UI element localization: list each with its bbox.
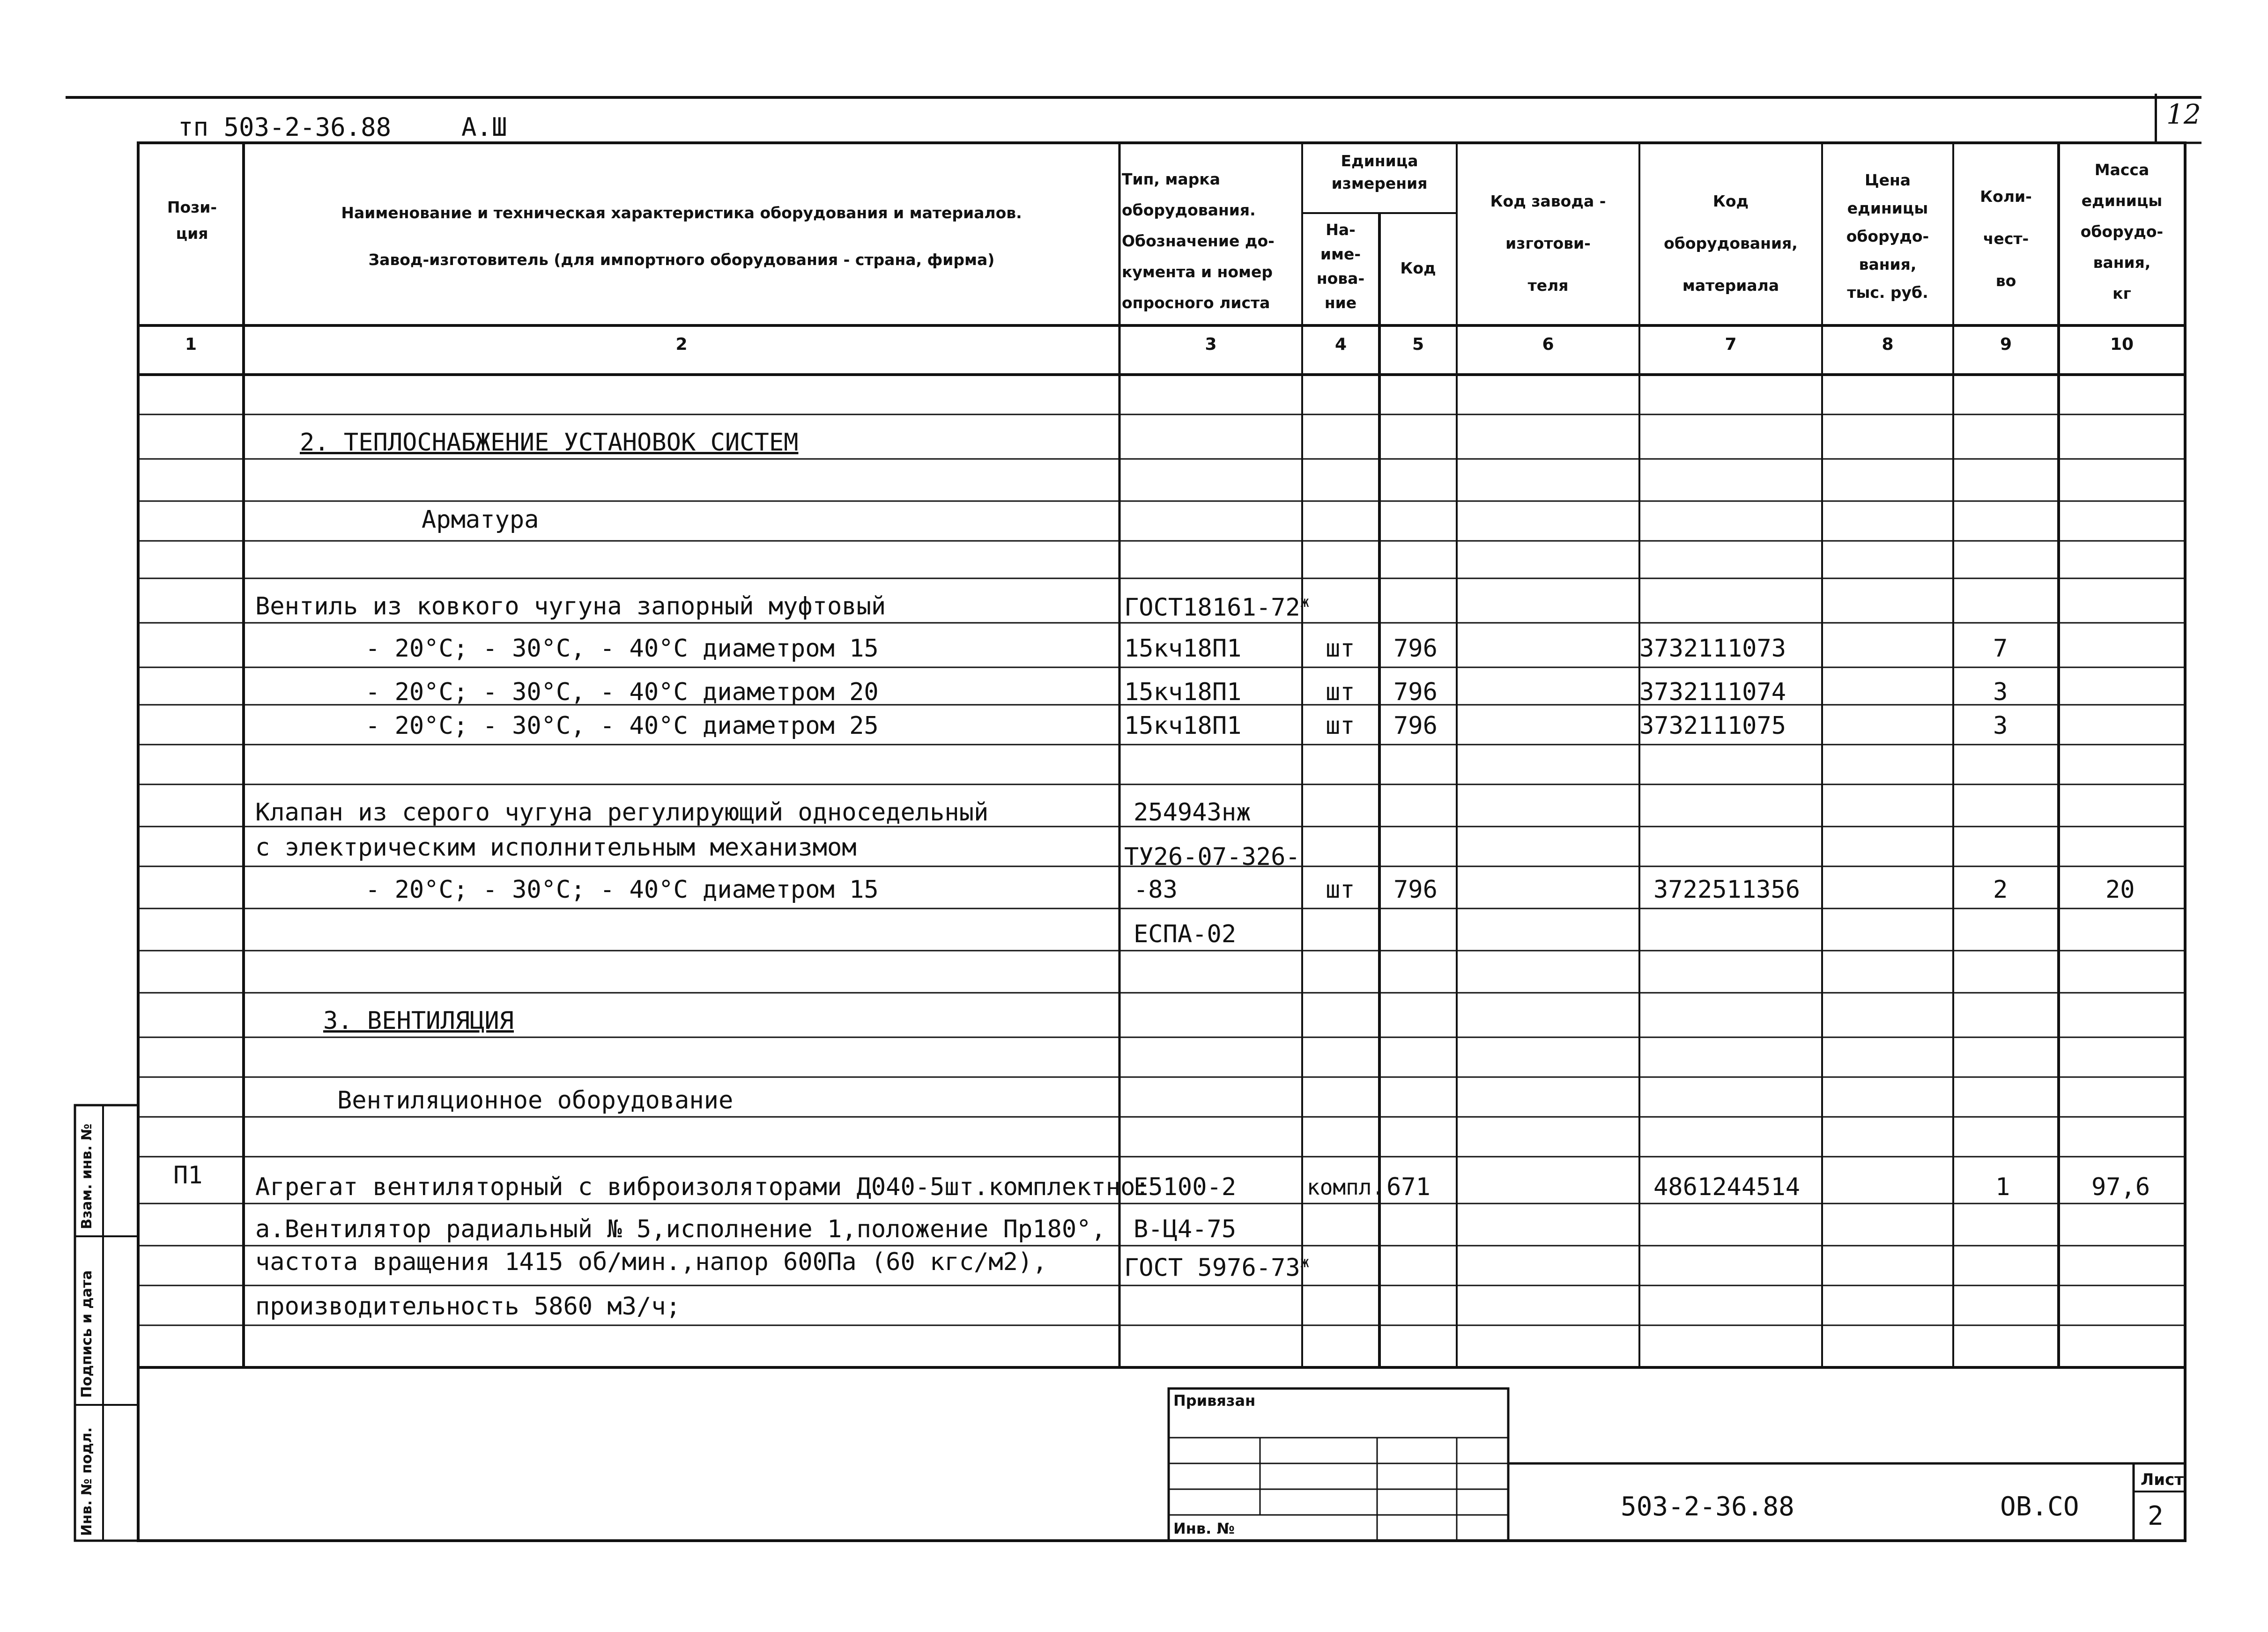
item-control-valve-actuator: ЕСПА-02 bbox=[1134, 920, 1237, 948]
row-valve-15-unit-code: 796 bbox=[1393, 635, 1438, 663]
col-header-mass: Масса единицы оборудо- вания, кг bbox=[2080, 161, 2164, 303]
subheading-fittings: Арматура bbox=[422, 506, 539, 534]
item-valve-title: Вентиль из ковкого чугуна запорный муфтовый bbox=[255, 592, 886, 620]
row-valve-20-equipment-code: 3732111074 bbox=[1639, 678, 1786, 706]
row-valve-25-unit: шт bbox=[1326, 712, 1355, 740]
row-control-valve-15-name: - 20°С; - 30°С; - 40°С диаметром 15 bbox=[365, 876, 879, 904]
side-label-original-inventory: Инв. № подл. bbox=[79, 1427, 95, 1536]
row-fan-unit-unit: компл. bbox=[1307, 1174, 1385, 1200]
col-number: 8 bbox=[1882, 335, 1894, 354]
row-fan-unit-unit-code: 671 bbox=[1386, 1173, 1430, 1201]
side-label-signature-date: Подпись и дата bbox=[79, 1270, 95, 1398]
sheet-label: Лист bbox=[2141, 1470, 2184, 1489]
document-code: 503-2-36.88 bbox=[1621, 1492, 1794, 1522]
project-code: тп 503-2-36.88 bbox=[178, 112, 392, 142]
row-fan-spec-c: производительность 5860 м3/ч; bbox=[255, 1292, 681, 1321]
row-fan-unit-type: Е5100-2 bbox=[1134, 1173, 1237, 1201]
row-fan-spec-a-type: В-Ц4-75 bbox=[1134, 1215, 1237, 1243]
row-control-valve-15-mass: 20 bbox=[2105, 876, 2135, 904]
row-fan-spec-b: частота вращения 1415 об/мин.,напор 600Па (60 кгс/м2), bbox=[255, 1248, 1047, 1276]
row-control-valve-15-qty: 2 bbox=[1993, 876, 2008, 904]
item-control-valve-type: 254943нж bbox=[1134, 798, 1251, 827]
row-control-valve-15-type: -83 bbox=[1134, 876, 1178, 904]
row-control-valve-15-equipment-code: 3722511356 bbox=[1653, 876, 1801, 904]
row-valve-15-unit: шт bbox=[1326, 635, 1355, 663]
document-suffix: ОВ.СО bbox=[2000, 1492, 2079, 1522]
section-heading-ventilation: 3. ВЕНТИЛЯЦИЯ bbox=[323, 1007, 514, 1035]
col-number: 5 bbox=[1412, 335, 1424, 354]
col-header-factory-code: Код завода - изготови- теля bbox=[1490, 192, 1606, 295]
section-heading-heat-supply: 2. ТЕПЛОСНАБЖЕНИЕ УСТАНОВОК СИСТЕМ bbox=[300, 428, 799, 457]
sheet-mark: А.Ш bbox=[461, 112, 507, 142]
col-header-equipment-code: Код оборудования, материала bbox=[1664, 192, 1798, 295]
row-control-valve-15-unit: шт bbox=[1326, 876, 1355, 904]
col-number: 10 bbox=[2110, 335, 2134, 354]
stamp-inventory-label: Инв. № bbox=[1173, 1520, 1235, 1537]
row-valve-15-equipment-code: 3732111073 bbox=[1639, 635, 1786, 663]
row-valve-20-unit: шт bbox=[1326, 678, 1355, 706]
col-number: 3 bbox=[1205, 335, 1217, 354]
row-control-valve-15-unit-code: 796 bbox=[1393, 876, 1438, 904]
row-fan-unit-equipment-code: 4861244514 bbox=[1653, 1173, 1801, 1201]
row-valve-25-equipment-code: 3732111075 bbox=[1639, 712, 1786, 740]
row-fan-unit-position: П1 bbox=[173, 1161, 203, 1189]
col-number: 7 bbox=[1725, 335, 1737, 354]
col-header-position: Пози- ция bbox=[167, 198, 217, 243]
row-fan-spec-b-standard: ГОСТ $5976-73^ж$ bbox=[1124, 1253, 1309, 1282]
item-control-valve-title: Клапан из серого чугуна регулирующий односедельный bbox=[255, 798, 989, 827]
item-control-valve-spec: ТУ26-07-326- bbox=[1124, 843, 1300, 871]
col-number: 9 bbox=[2000, 335, 2012, 354]
stamp-bound-label: Привязан bbox=[1173, 1392, 1256, 1410]
item-valve-standard: $ГОСТ18161-72^ж$ bbox=[1124, 593, 1309, 622]
row-valve-25-name: - 20°С; - 30°С, - 40°С диаметром 25 bbox=[365, 712, 879, 740]
item-control-valve-subtitle: с электрическим исполнительным механизмом bbox=[255, 834, 857, 862]
side-label-replacement: Взам. инв. № bbox=[79, 1123, 95, 1229]
row-fan-spec-a: а.Вентилятор радиальный № 5,исполнение 1,положение Пр180°, bbox=[255, 1215, 1106, 1243]
row-fan-unit-name: Агрегат вентиляторный с виброизоляторами Д040-5шт.комплектно: bbox=[255, 1173, 1150, 1201]
row-valve-15-type: 15кч18П1 bbox=[1124, 635, 1242, 663]
page-number: 12 bbox=[2166, 98, 2201, 130]
col-number: 6 bbox=[1542, 335, 1554, 354]
row-valve-20-type: 15кч18П1 bbox=[1124, 678, 1242, 706]
row-valve-25-type: 15кч18П1 bbox=[1124, 712, 1242, 740]
col-header-name: Наименование и техническая характеристика оборудования и материалов. Завод-изготовитель (для импортного оборудования - страна, фирма) bbox=[341, 204, 1022, 269]
row-valve-25-qty: 3 bbox=[1993, 712, 2008, 740]
col-header-type: Тип, марка оборудования. Обозначение до- кумента и номер опросного листа bbox=[1122, 170, 1275, 312]
col-header-unit-code: Код bbox=[1400, 259, 1436, 277]
col-header-price: Цена единицы оборудо- вания, тыс. руб. bbox=[1846, 171, 1929, 302]
row-fan-unit-mass: 97,6 bbox=[2091, 1173, 2150, 1201]
row-valve-20-unit-code: 796 bbox=[1393, 678, 1438, 706]
col-header-unit-name: На- име- нова- ние bbox=[1316, 221, 1365, 312]
col-number: 4 bbox=[1334, 335, 1347, 354]
row-valve-20-qty: 3 bbox=[1993, 678, 2008, 706]
row-valve-15-qty: 7 bbox=[1993, 635, 2008, 663]
col-header-quantity: Коли- чест- во bbox=[1980, 187, 2032, 290]
sheet-number: 2 bbox=[2148, 1501, 2164, 1531]
row-fan-unit-qty: 1 bbox=[1995, 1173, 2010, 1201]
row-valve-25-unit-code: 796 bbox=[1393, 712, 1438, 740]
col-number: 1 bbox=[185, 335, 197, 354]
col-number: 2 bbox=[675, 335, 688, 354]
col-header-unit-group: Единица измерения bbox=[1331, 152, 1428, 192]
subheading-ventilation-equipment: Вентиляционное оборудование bbox=[337, 1086, 734, 1115]
row-valve-15-name: - 20°С; - 30°С, - 40°С диаметром 15 bbox=[365, 635, 879, 663]
row-valve-20-name: - 20°С; - 30°С, - 40°С диаметром 20 bbox=[365, 678, 879, 706]
